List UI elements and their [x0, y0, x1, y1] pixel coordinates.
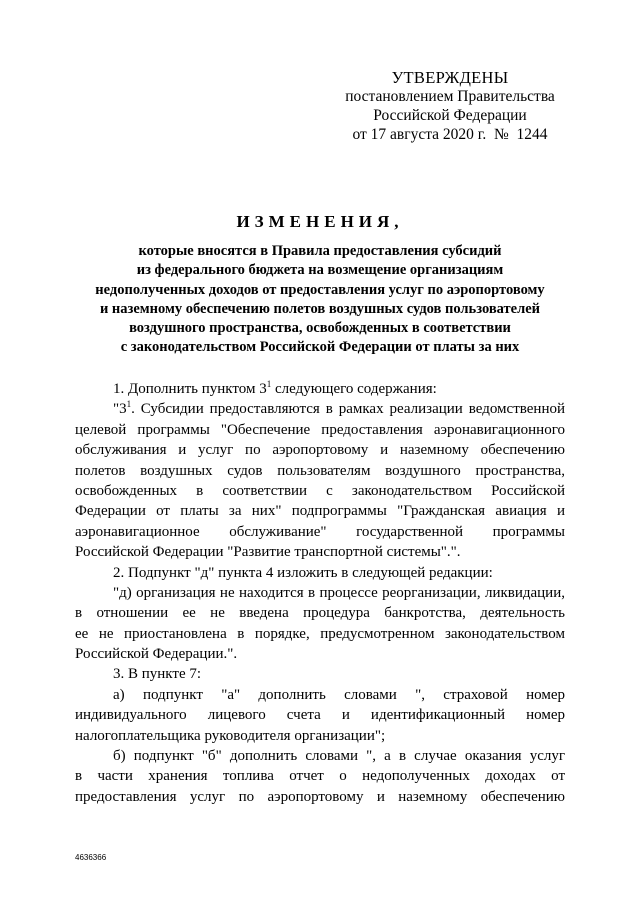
approval-line-3: от 17 августа 2020 г. № 1244 — [352, 126, 548, 143]
document-id: 4636366 — [75, 853, 107, 862]
paragraph-3-heading: 3. В пункте 7: — [113, 666, 202, 683]
text-line: индивидуального лицевого счета и идентификационный номер — [75, 707, 565, 724]
text-line: налогоплательщика руководителя организации"; — [75, 727, 386, 744]
text-line: ее не приостановлена в порядке, предусмотренном законодательством — [75, 625, 565, 642]
document-subtitle — [60, 242, 580, 358]
text-line: "д) организация не находится в процессе реорганизации, ликвидации, — [113, 584, 565, 601]
document-title: ИЗМЕНЕНИЯ, — [236, 212, 404, 231]
text-line: б) подпункт "б" дополнить словами ", а в случае оказания услуг — [113, 748, 565, 765]
subtitle-line: из федерального бюджета на возмещение организациям — [136, 262, 504, 279]
subtitle-line: и наземному обеспечению полетов воздушных судов пользователей — [99, 300, 541, 317]
subtitle-line: которые вносятся в Правила предоставления субсидий — [138, 243, 502, 259]
text-line: Российской Федерации.". — [75, 646, 238, 663]
text-line: аэронавигационное обслуживание" государственной программы — [75, 523, 565, 540]
subtitle-line: воздушного пространства, освобожденных в соответствии — [129, 320, 511, 337]
text-line: обслуживания и услуг по аэропортовому и наземному обеспечению — [75, 442, 565, 459]
paragraph-2-heading: 2. Подпункт "д" пункта 4 изложить в следующей редакции: — [113, 564, 493, 581]
document-body — [75, 379, 565, 807]
text-line: в части хранения топлива отчет о недополученных доходах от — [75, 768, 565, 785]
text-line: освобожденных в соответствии с законодательством Российской — [75, 482, 565, 499]
text-line: в отношении ее не введена процедура банкротства, деятельность — [75, 605, 565, 622]
text-fragment: "3 — [113, 401, 127, 418]
subtitle-line: недополученных доходов от предоставления услуг по аэропортовому — [95, 281, 545, 298]
text-fragment: следующего содержания: — [271, 381, 437, 397]
subtitle-line: с законодательством Российской Федерации от платы за них — [120, 339, 520, 356]
paragraph-1-heading — [75, 379, 565, 399]
text-line: а) подпункт "а" дополнить словами ", страховой номер — [113, 686, 565, 703]
approval-line-1: постановлением Правительства — [345, 88, 555, 105]
approval-line-2: Российской Федерации — [373, 107, 527, 124]
text-line: полетов воздушных судов пользователям воздушного пространства, — [75, 462, 565, 479]
text-line: предоставления услуг по аэропортовому и наземному обеспечению — [75, 788, 565, 805]
text-fragment: 1. Дополнить пунктом 3 — [113, 381, 267, 397]
text-line: Российской Федерации "Развитие транспортной системы".". — [75, 544, 461, 561]
text-fragment: . Субсидии предоставляются в рамках реализации ведомственной — [131, 401, 565, 418]
text-line: Федерации от платы за них" подпрограммы "Гражданская авиация и — [75, 503, 565, 520]
approval-title: УТВЕРЖДЕНЫ — [391, 68, 509, 87]
superscript: 1 — [126, 399, 132, 410]
text-line: целевой программы "Обеспечение предоставления аэронавигационного — [75, 421, 565, 438]
superscript: 1 — [266, 379, 272, 389]
paragraph-3-1-start — [75, 399, 565, 419]
approval-block — [330, 68, 570, 144]
document-heading — [60, 212, 580, 358]
